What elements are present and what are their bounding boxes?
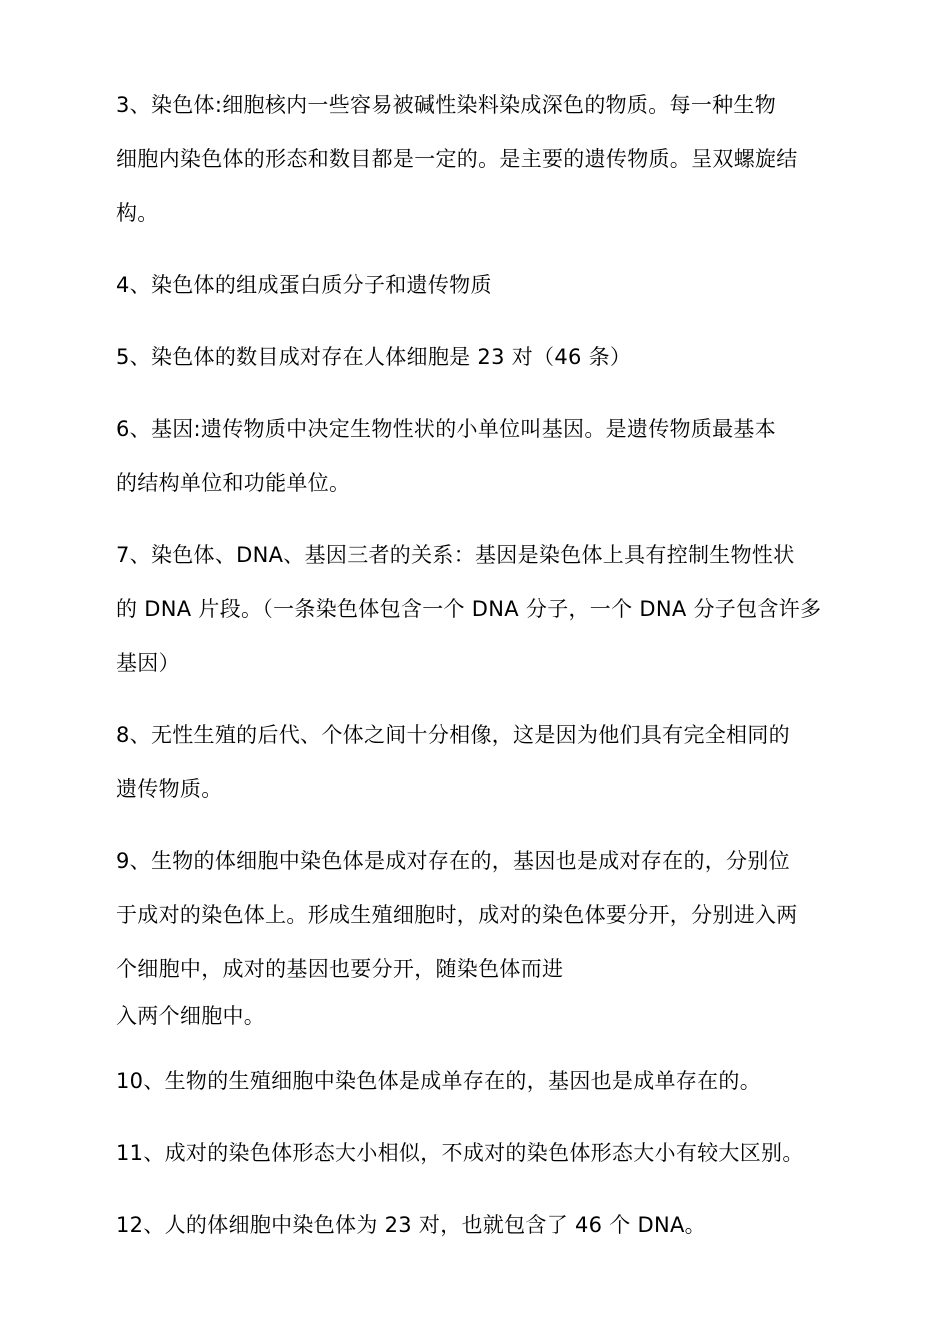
item-10-germ-cells — [116, 1054, 846, 1108]
item-11-chromosome-shapes — [116, 1126, 846, 1180]
text-line: 的 DNA 片段。（一条染色体包含一个 DNA 分子，一个 DNA 分子包含许多 — [116, 597, 822, 621]
item-3-chromosome-definition — [116, 78, 846, 240]
text-line: 个细胞中，成对的基因也要分开，随染色体而进 — [116, 957, 564, 981]
text-line: 构。 — [116, 201, 159, 225]
text-line: 3、染色体:细胞核内一些容易被碱性染料染成深色的物质。每一种生物 — [116, 93, 777, 117]
text-line: 5、染色体的数目成对存在人体细胞是 23 对（46 条） — [116, 345, 632, 369]
text-line: 入两个细胞中。 — [116, 1004, 266, 1028]
text-line: 11、成对的染色体形态大小相似，不成对的染色体形态大小有较大区别。 — [116, 1141, 804, 1165]
text-line: 遗传物质。 — [116, 777, 223, 801]
text-line: 7、染色体、DNA、基因三者的关系：基因是染色体上具有控制生物性状 — [116, 543, 795, 567]
document-page — [116, 78, 846, 1252]
text-line: 4、染色体的组成蛋白质分子和遗传物质 — [116, 273, 492, 297]
text-line: 细胞内染色体的形态和数目都是一定的。是主要的遗传物质。呈双螺旋结 — [116, 147, 798, 171]
text-line: 于成对的染色体上。形成生殖细胞时，成对的染色体要分开，分别进入两 — [116, 903, 798, 927]
item-5-chromosome-number — [116, 330, 846, 384]
item-9-continuation — [116, 996, 846, 1036]
item-12-human-chromosomes — [116, 1198, 846, 1252]
text-line: 基因） — [116, 651, 180, 675]
text-line: 6、基因:遗传物质中决定生物性状的小单位叫基因。是遗传物质最基本 — [116, 417, 777, 441]
text-line: 10、生物的生殖细胞中染色体是成单存在的，基因也是成单存在的。 — [116, 1069, 762, 1093]
text-line: 12、人的体细胞中染色体为 23 对，也就包含了 46 个 DNA。 — [116, 1213, 706, 1237]
item-4-chromosome-composition — [116, 258, 846, 312]
item-8-asexual-reproduction — [116, 708, 846, 816]
text-line: 9、生物的体细胞中染色体是成对存在的，基因也是成对存在的，分别位 — [116, 849, 790, 873]
text-line: 8、无性生殖的后代、个体之间十分相像，这是因为他们具有完全相同的 — [116, 723, 790, 747]
item-6-gene-definition — [116, 402, 846, 510]
item-7-chromosome-dna-gene-relation — [116, 528, 846, 690]
item-9-paired-chromosomes — [116, 834, 846, 996]
text-line: 的结构单位和功能单位。 — [116, 471, 351, 495]
